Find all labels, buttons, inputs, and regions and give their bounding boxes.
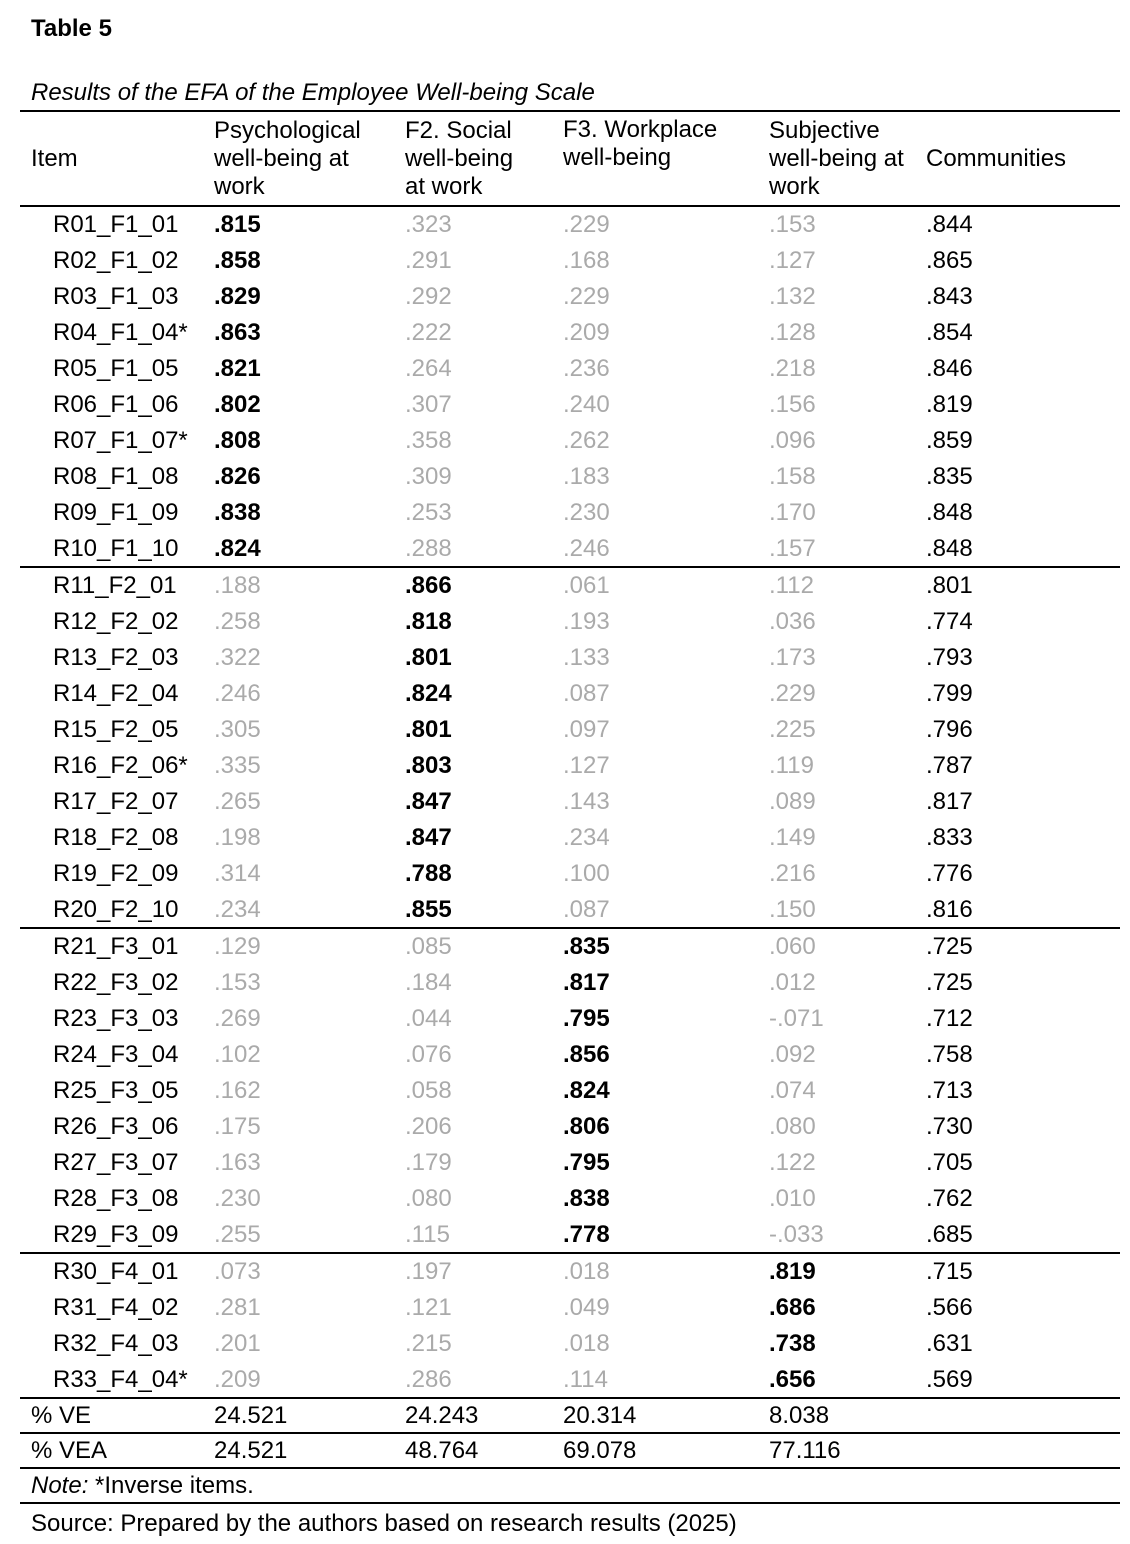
- primary-loading: .855: [405, 895, 452, 923]
- vea-label: % VEA: [31, 1437, 108, 1464]
- cross-loading: .102: [214, 1041, 261, 1068]
- header-f1-line2: well-being at: [214, 144, 349, 172]
- item-code: R28_F3_08: [53, 1185, 179, 1212]
- communality: .816: [926, 895, 973, 923]
- communality: .801: [926, 572, 973, 599]
- header-f1-line1: Psychological: [214, 116, 361, 144]
- cross-loading: .036: [769, 608, 816, 635]
- cross-loading: .168: [563, 247, 610, 274]
- table-row: [20, 1073, 1120, 1109]
- item-code: R21_F3_01: [53, 933, 179, 960]
- cross-loading: .305: [214, 716, 261, 743]
- cross-loading: .162: [214, 1077, 261, 1104]
- cross-loading: .163: [214, 1149, 261, 1176]
- item-code: R16_F2_06*: [53, 752, 188, 779]
- cross-loading: -.033: [769, 1220, 824, 1248]
- primary-loading: .815: [214, 211, 261, 238]
- cross-loading: .258: [214, 608, 261, 635]
- item-code: R05_F1_05: [53, 355, 179, 382]
- primary-loading: .656: [769, 1365, 816, 1393]
- item-code: R33_F4_04*: [53, 1365, 188, 1393]
- table-row: [20, 351, 1120, 387]
- table-row: [20, 1253, 1120, 1290]
- ve-f2: 24.243: [405, 1402, 479, 1429]
- communality: .685: [926, 1220, 973, 1248]
- cross-loading: .292: [405, 283, 452, 310]
- primary-loading: .838: [563, 1185, 610, 1212]
- communality: .844: [926, 211, 973, 238]
- table-row: [20, 531, 1120, 567]
- item-code: R12_F2_02: [53, 608, 179, 635]
- cross-loading: .291: [405, 247, 452, 274]
- table-header-row: [20, 111, 1120, 206]
- primary-loading: .824: [563, 1077, 610, 1104]
- cross-loading: .119: [769, 752, 814, 779]
- table-row: [20, 928, 1120, 965]
- primary-loading: .863: [214, 319, 261, 346]
- cross-loading: .265: [214, 788, 261, 815]
- item-code: R23_F3_03: [53, 1005, 179, 1032]
- communality: .835: [926, 463, 973, 490]
- table-row: [20, 1217, 1120, 1253]
- primary-loading: .829: [214, 283, 261, 310]
- primary-loading: .821: [214, 355, 261, 382]
- table-row: [20, 206, 1120, 243]
- cross-loading: .153: [214, 969, 261, 996]
- cross-loading: .216: [769, 860, 816, 887]
- header-item: Item: [31, 144, 78, 172]
- item-code: R19_F2_09: [53, 860, 179, 887]
- cross-loading: .112: [769, 572, 814, 599]
- ve-row: [20, 1398, 1120, 1433]
- item-code: R04_F1_04*: [53, 319, 188, 346]
- primary-loading: .835: [563, 933, 610, 960]
- cross-loading: .188: [214, 572, 261, 599]
- ve-label: % VE: [31, 1402, 92, 1429]
- item-code: R03_F1_03: [53, 283, 179, 310]
- table-row: [20, 423, 1120, 459]
- cross-loading: .236: [563, 355, 610, 382]
- cross-loading: .010: [769, 1185, 816, 1212]
- cross-loading: .018: [563, 1258, 610, 1285]
- communality: .569: [926, 1365, 973, 1393]
- cross-loading: .157: [769, 534, 816, 562]
- cross-loading: .234: [563, 824, 610, 851]
- communality: .776: [926, 860, 973, 887]
- header-communities: Communities: [926, 144, 1067, 172]
- cross-loading: .058: [405, 1077, 452, 1104]
- efa-results-table: [20, 110, 1120, 1544]
- primary-loading: .838: [214, 499, 261, 526]
- cross-loading: .175: [214, 1113, 261, 1140]
- cross-loading: .153: [769, 211, 816, 238]
- cross-loading: .121: [405, 1294, 452, 1321]
- cross-loading: .281: [214, 1294, 261, 1321]
- primary-loading: .803: [405, 752, 452, 779]
- header-f4: [758, 111, 926, 206]
- item-code: R13_F2_03: [53, 644, 179, 671]
- item-code: R22_F3_02: [53, 969, 179, 996]
- cross-loading: .246: [214, 680, 261, 707]
- table-row: [20, 495, 1120, 531]
- cross-loading: .044: [405, 1005, 452, 1032]
- primary-loading: .819: [769, 1258, 816, 1285]
- cross-loading: .193: [563, 608, 610, 635]
- cross-loading: .100: [563, 860, 610, 887]
- cross-loading: .335: [214, 752, 261, 779]
- communality: .817: [926, 788, 973, 815]
- table-row: [20, 387, 1120, 423]
- cross-loading: .115: [405, 1220, 450, 1248]
- communality: .796: [926, 716, 973, 743]
- item-code: R11_F2_01: [53, 572, 177, 599]
- cross-loading: .076: [405, 1041, 452, 1068]
- cross-loading: .314: [214, 860, 261, 887]
- communality: .833: [926, 824, 973, 851]
- table-row: [20, 567, 1120, 604]
- item-code: R15_F2_05: [53, 716, 179, 743]
- table-row: [20, 748, 1120, 784]
- communality: .859: [926, 427, 973, 454]
- table-body: [20, 206, 1120, 1398]
- item-code: R09_F1_09: [53, 499, 179, 526]
- note-text: *Inverse items.: [88, 1472, 254, 1499]
- communality: .725: [926, 969, 973, 996]
- table-row: [20, 315, 1120, 351]
- communality: .715: [926, 1258, 973, 1285]
- cross-loading: .127: [769, 247, 816, 274]
- item-code: R27_F3_07: [53, 1149, 179, 1176]
- primary-loading: .847: [405, 788, 452, 815]
- cross-loading: .197: [405, 1258, 452, 1285]
- ve-f4: 8.038: [769, 1402, 830, 1429]
- note-cell: [20, 1468, 1120, 1503]
- cross-loading: .127: [563, 752, 610, 779]
- cross-loading: .074: [769, 1077, 816, 1104]
- communality: .848: [926, 534, 973, 562]
- source-row: [20, 1503, 1120, 1544]
- cross-loading: .097: [563, 716, 610, 743]
- communality: .762: [926, 1185, 973, 1212]
- table-row: [20, 1290, 1120, 1326]
- communality: .819: [926, 391, 973, 418]
- table-row: [20, 459, 1120, 495]
- communality: .854: [926, 319, 973, 346]
- cross-loading: .229: [563, 283, 610, 310]
- note-row: [20, 1468, 1120, 1503]
- source-cell: Source: Prepared by the authors based on research results (2025): [31, 1510, 737, 1537]
- header-f3: [552, 111, 758, 206]
- primary-loading: .801: [405, 644, 452, 671]
- table-row: [20, 279, 1120, 315]
- table-row: [20, 640, 1120, 676]
- communality: .774: [926, 608, 973, 635]
- cross-loading: .229: [563, 211, 610, 238]
- cross-loading: .255: [214, 1220, 261, 1248]
- item-code: R17_F2_07: [53, 788, 179, 815]
- primary-loading: .824: [214, 534, 261, 562]
- cross-loading: .209: [563, 319, 610, 346]
- vea-f2: 48.764: [405, 1437, 479, 1464]
- primary-loading: .686: [769, 1294, 816, 1321]
- primary-loading: .866: [405, 572, 452, 599]
- cross-loading: .323: [405, 211, 452, 238]
- primary-loading: .802: [214, 391, 261, 418]
- cross-loading: .133: [563, 644, 610, 671]
- cross-loading: .288: [405, 534, 452, 562]
- primary-loading: .788: [405, 860, 452, 887]
- primary-loading: .808: [214, 427, 261, 454]
- primary-loading: .738: [769, 1330, 816, 1357]
- cross-loading: .264: [405, 355, 452, 382]
- table-row: [20, 820, 1120, 856]
- cross-loading: .149: [769, 824, 816, 851]
- item-code: R18_F2_08: [53, 824, 179, 851]
- table-label: Table 5: [31, 15, 112, 42]
- item-code: R20_F2_10: [53, 895, 179, 923]
- cross-loading: .089: [769, 788, 816, 815]
- cross-loading: .215: [405, 1330, 452, 1357]
- primary-loading: .856: [563, 1041, 610, 1068]
- communality: .848: [926, 499, 973, 526]
- table-row: [20, 1145, 1120, 1181]
- ve-f3: 20.314: [563, 1402, 637, 1429]
- communality: .631: [926, 1330, 973, 1357]
- table-row: [20, 712, 1120, 748]
- item-code: R02_F1_02: [53, 247, 179, 274]
- item-code: R08_F1_08: [53, 463, 179, 490]
- cross-loading: .150: [769, 895, 816, 923]
- table-caption: Results of the EFA of the Employee Well-being Scale: [31, 79, 595, 106]
- table-row: [20, 1362, 1120, 1398]
- cross-loading: .096: [769, 427, 816, 454]
- cross-loading: .158: [769, 463, 816, 490]
- item-code: R31_F4_02: [53, 1294, 179, 1321]
- vea-f1: 24.521: [214, 1437, 288, 1464]
- cross-loading: .253: [405, 499, 452, 526]
- cross-loading: .218: [769, 355, 816, 382]
- primary-loading: .801: [405, 716, 452, 743]
- item-code: R14_F2_04: [53, 680, 179, 707]
- item-code: R24_F3_04: [53, 1041, 179, 1068]
- primary-loading: .824: [405, 680, 452, 707]
- header-f4-line2: well-being at: [769, 144, 904, 172]
- cross-loading: .229: [769, 680, 816, 707]
- cross-loading: .230: [214, 1185, 261, 1212]
- cross-loading: .269: [214, 1005, 261, 1032]
- header-f4-line1: Subjective: [769, 116, 880, 144]
- cross-loading: .012: [769, 969, 816, 996]
- table-row: [20, 1109, 1120, 1145]
- communality: .865: [926, 247, 973, 274]
- communality: .730: [926, 1113, 973, 1140]
- cross-loading: .087: [563, 895, 610, 923]
- cross-loading: .234: [214, 895, 261, 923]
- cross-loading: .080: [405, 1185, 452, 1212]
- cross-loading: .143: [563, 788, 610, 815]
- cross-loading: .262: [563, 427, 610, 454]
- ve-empty: [926, 1398, 1120, 1433]
- communality: .787: [926, 752, 973, 779]
- cross-loading: .222: [405, 319, 452, 346]
- vea-f3: 69.078: [563, 1437, 637, 1464]
- header-f4-line3: work: [769, 172, 820, 200]
- ve-f1: 24.521: [214, 1402, 288, 1429]
- communality: .705: [926, 1149, 973, 1176]
- primary-loading: .795: [563, 1149, 610, 1176]
- header-f1: [203, 111, 394, 206]
- table-row: [20, 676, 1120, 712]
- primary-loading: .826: [214, 463, 261, 490]
- cross-loading: .114: [563, 1365, 608, 1393]
- cross-loading: .018: [563, 1330, 610, 1357]
- cross-loading: .173: [769, 644, 816, 671]
- header-f2: [394, 111, 552, 206]
- communality: .712: [926, 1005, 973, 1032]
- communality: .758: [926, 1041, 973, 1068]
- vea-f4: 77.116: [769, 1437, 841, 1464]
- cross-loading: .170: [769, 499, 816, 526]
- table-row: [20, 1001, 1120, 1037]
- communality: .725: [926, 933, 973, 960]
- header-f3-line1: F3. Workplace: [563, 116, 718, 143]
- item-code: R30_F4_01: [53, 1258, 179, 1285]
- item-code: R07_F1_07*: [53, 427, 188, 454]
- item-code: R26_F3_06: [53, 1113, 179, 1140]
- cross-loading: .246: [563, 534, 610, 562]
- cross-loading: .198: [214, 824, 261, 851]
- cross-loading: .129: [214, 933, 261, 960]
- vea-empty: [926, 1433, 1120, 1468]
- cross-loading: .230: [563, 499, 610, 526]
- table-row: [20, 604, 1120, 640]
- item-code: R29_F3_09: [53, 1220, 179, 1248]
- cross-loading: .073: [214, 1258, 261, 1285]
- item-code: R01_F1_01: [53, 211, 179, 238]
- item-code: R25_F3_05: [53, 1077, 179, 1104]
- cross-loading: -.071: [769, 1005, 824, 1032]
- cross-loading: .184: [405, 969, 452, 996]
- table-row: [20, 856, 1120, 892]
- cross-loading: .156: [769, 391, 816, 418]
- cross-loading: .092: [769, 1041, 816, 1068]
- table-row: [20, 1326, 1120, 1362]
- cross-loading: .286: [405, 1365, 452, 1393]
- cross-loading: .183: [563, 463, 610, 490]
- item-code: R32_F4_03: [53, 1330, 179, 1357]
- primary-loading: .847: [405, 824, 452, 851]
- primary-loading: .806: [563, 1113, 610, 1140]
- header-f1-line3: work: [214, 172, 265, 200]
- primary-loading: .858: [214, 247, 261, 274]
- cross-loading: .179: [405, 1149, 452, 1176]
- note-label: Note:: [31, 1472, 89, 1499]
- cross-loading: .087: [563, 680, 610, 707]
- communality: .846: [926, 355, 973, 382]
- primary-loading: .818: [405, 608, 452, 635]
- table-row: [20, 243, 1120, 279]
- item-code: R06_F1_06: [53, 391, 179, 418]
- cross-loading: .225: [769, 716, 816, 743]
- table-row: [20, 1037, 1120, 1073]
- cross-loading: .132: [769, 283, 816, 310]
- cross-loading: .085: [405, 933, 452, 960]
- item-code: R10_F1_10: [53, 534, 179, 562]
- primary-loading: .778: [563, 1220, 610, 1248]
- cross-loading: .061: [563, 572, 610, 599]
- primary-loading: .795: [563, 1005, 610, 1032]
- primary-loading: .817: [563, 969, 610, 996]
- communality: .793: [926, 644, 973, 671]
- table-row: [20, 892, 1120, 928]
- cross-loading: .206: [405, 1113, 452, 1140]
- cross-loading: .060: [769, 933, 816, 960]
- cross-loading: .309: [405, 463, 452, 490]
- header-f2-line2: well-being: [405, 144, 514, 172]
- cross-loading: .201: [214, 1330, 261, 1357]
- communality: .566: [926, 1294, 973, 1321]
- table-row: [20, 965, 1120, 1001]
- cross-loading: .122: [769, 1149, 816, 1176]
- cross-loading: .209: [214, 1365, 261, 1393]
- cross-loading: .080: [769, 1113, 816, 1140]
- header-f2-line1: F2. Social: [405, 116, 512, 144]
- cross-loading: .358: [405, 427, 452, 454]
- communality: .843: [926, 283, 973, 310]
- cross-loading: .307: [405, 391, 452, 418]
- cross-loading: .049: [563, 1294, 610, 1321]
- vea-row: [20, 1433, 1120, 1468]
- table-row: [20, 784, 1120, 820]
- header-f3-line2: well-being: [563, 144, 672, 171]
- cross-loading: .240: [563, 391, 610, 418]
- communality: .799: [926, 680, 973, 707]
- communality: .713: [926, 1077, 973, 1104]
- header-f2-line3: at work: [405, 172, 483, 200]
- cross-loading: .128: [769, 319, 816, 346]
- table-row: [20, 1181, 1120, 1217]
- cross-loading: .322: [214, 644, 261, 671]
